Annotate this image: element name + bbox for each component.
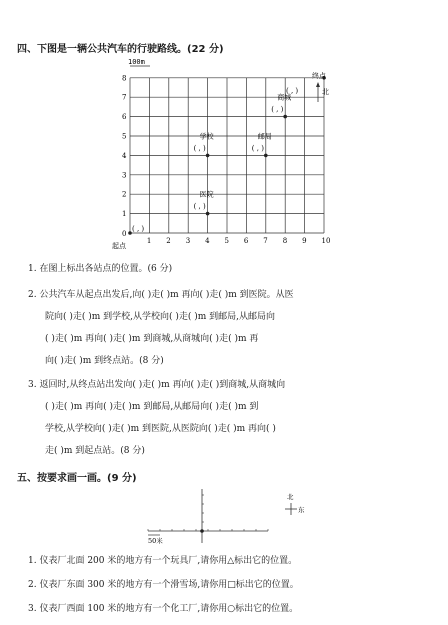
place-point-icon	[206, 212, 210, 216]
q4-2-line-4: 向( )走( )m 到终点站。(8 分)	[45, 356, 164, 366]
q4-1-num: 1.	[28, 264, 37, 274]
y-tick-label: 7	[122, 93, 127, 102]
scale-label: 50米	[148, 537, 163, 545]
q4-3-line-3: 学校,从学校向( )走( )m 到医院,从医院向( )走( )m 再向( )	[45, 424, 276, 434]
place-name: 商城	[277, 93, 292, 102]
x-tick-label: 3	[185, 237, 191, 245]
place-coord: ( , )	[271, 105, 284, 114]
q5-2-text: 仪表厂东面 300 米的地方有一个滑雪场,请你用□标出它的位置。	[39, 580, 299, 590]
start-label: 起点	[112, 242, 126, 250]
q4-1-line-1: 在图上标出各站点的位置。(6 分)	[39, 264, 173, 274]
grid-lines	[130, 78, 324, 233]
place-name: 学校	[199, 132, 214, 141]
end-coord: ( , )	[286, 87, 299, 95]
place-name: 医院	[199, 190, 214, 199]
y-tick-label: 5	[122, 132, 127, 141]
y-tick-label: 6	[122, 113, 127, 122]
q5-3-text: 仪表厂西面 100 米的地方有一个化工厂,请你用○标出它的位置。	[39, 604, 299, 614]
x-tick-label: 7	[263, 237, 268, 245]
q5-2	[28, 577, 299, 590]
q5-3	[28, 601, 298, 614]
q4-3-line-4: 走( )m 到起点站。(8 分)	[45, 446, 145, 456]
origin-label: 0	[122, 230, 127, 238]
section5-title: 五、按要求画一画。(9 分)	[17, 473, 137, 484]
place-coord: ( , )	[251, 144, 264, 153]
x-tick-label: 2	[166, 237, 171, 245]
place-coord: ( , )	[193, 144, 206, 153]
north-arrowhead-icon	[316, 82, 320, 87]
route-grid	[110, 58, 340, 258]
place-point-icon	[264, 154, 268, 158]
x-tick-label: 5	[224, 237, 229, 245]
q4-3-line-2: ( )走( )m 再向( )走( )m 到邮局,从邮局向( )走( )m 到	[45, 402, 259, 412]
y-tick-label: 4	[122, 151, 127, 160]
x-tick-label: 8	[282, 237, 288, 245]
grid-tick-labels	[122, 74, 330, 245]
compass-east-label: 东	[298, 506, 305, 514]
q4-2-line-3: ( )走( )m 再向( )走( )m 到商城,从商城向( )走( )m 再	[45, 334, 259, 344]
x-tick-label: 1	[146, 237, 152, 245]
compass-north-label: 北	[287, 493, 294, 501]
place-name: 邮局	[257, 132, 272, 141]
scale-label: 100m	[128, 58, 145, 66]
start-coord: ( , )	[132, 225, 145, 233]
q5-1	[28, 553, 297, 566]
x-tick-label: 6	[243, 237, 249, 245]
q5-2-num: 2.	[28, 580, 37, 590]
north-label: 北	[322, 88, 329, 96]
q4-3-num: 3.	[28, 380, 37, 390]
q4-3-text-1: 返回时,从终点站出发向( )走( )m 再向( )走( )到商城,从商城向	[39, 380, 286, 390]
q4-1	[28, 261, 172, 274]
place-point-icon	[283, 115, 287, 119]
section4-title: 四、下图是一辆公共汽车的行驶路线。(22 分)	[17, 44, 224, 55]
y-tick-label: 3	[122, 171, 127, 180]
q5-1-text: 仪表厂北面 200 米的地方有一个玩具厂,请你用△标出它的位置。	[39, 556, 298, 566]
q5-1-num: 1.	[28, 556, 37, 566]
q5-3-num: 3.	[28, 604, 37, 614]
direction-map	[140, 485, 310, 550]
x-tick-label: 10	[321, 237, 331, 245]
x-tick-label: 9	[302, 237, 307, 245]
end-label: 终点	[312, 72, 326, 80]
q4-2-text-1: 公共汽车从起点出发后,向( )走( )m 再向( )走( )m 到医院。从医	[39, 290, 294, 300]
y-tick-label: 1	[122, 210, 127, 219]
q4-2-line-1	[28, 287, 294, 300]
q4-3-line-1	[28, 377, 285, 390]
axis-ticks	[148, 495, 268, 531]
q4-2-num: 2.	[28, 290, 37, 300]
x-tick-label: 4	[205, 237, 210, 245]
y-tick-label: 8	[122, 74, 127, 83]
y-tick-label: 2	[122, 190, 127, 199]
q4-2-line-2: 院向( )走( )m 到学校,从学校向( )走( )m 到邮局,从邮局向	[45, 312, 276, 322]
factory-point-icon	[200, 529, 204, 533]
place-coord: ( , )	[193, 202, 206, 211]
place-point-icon	[206, 154, 210, 158]
